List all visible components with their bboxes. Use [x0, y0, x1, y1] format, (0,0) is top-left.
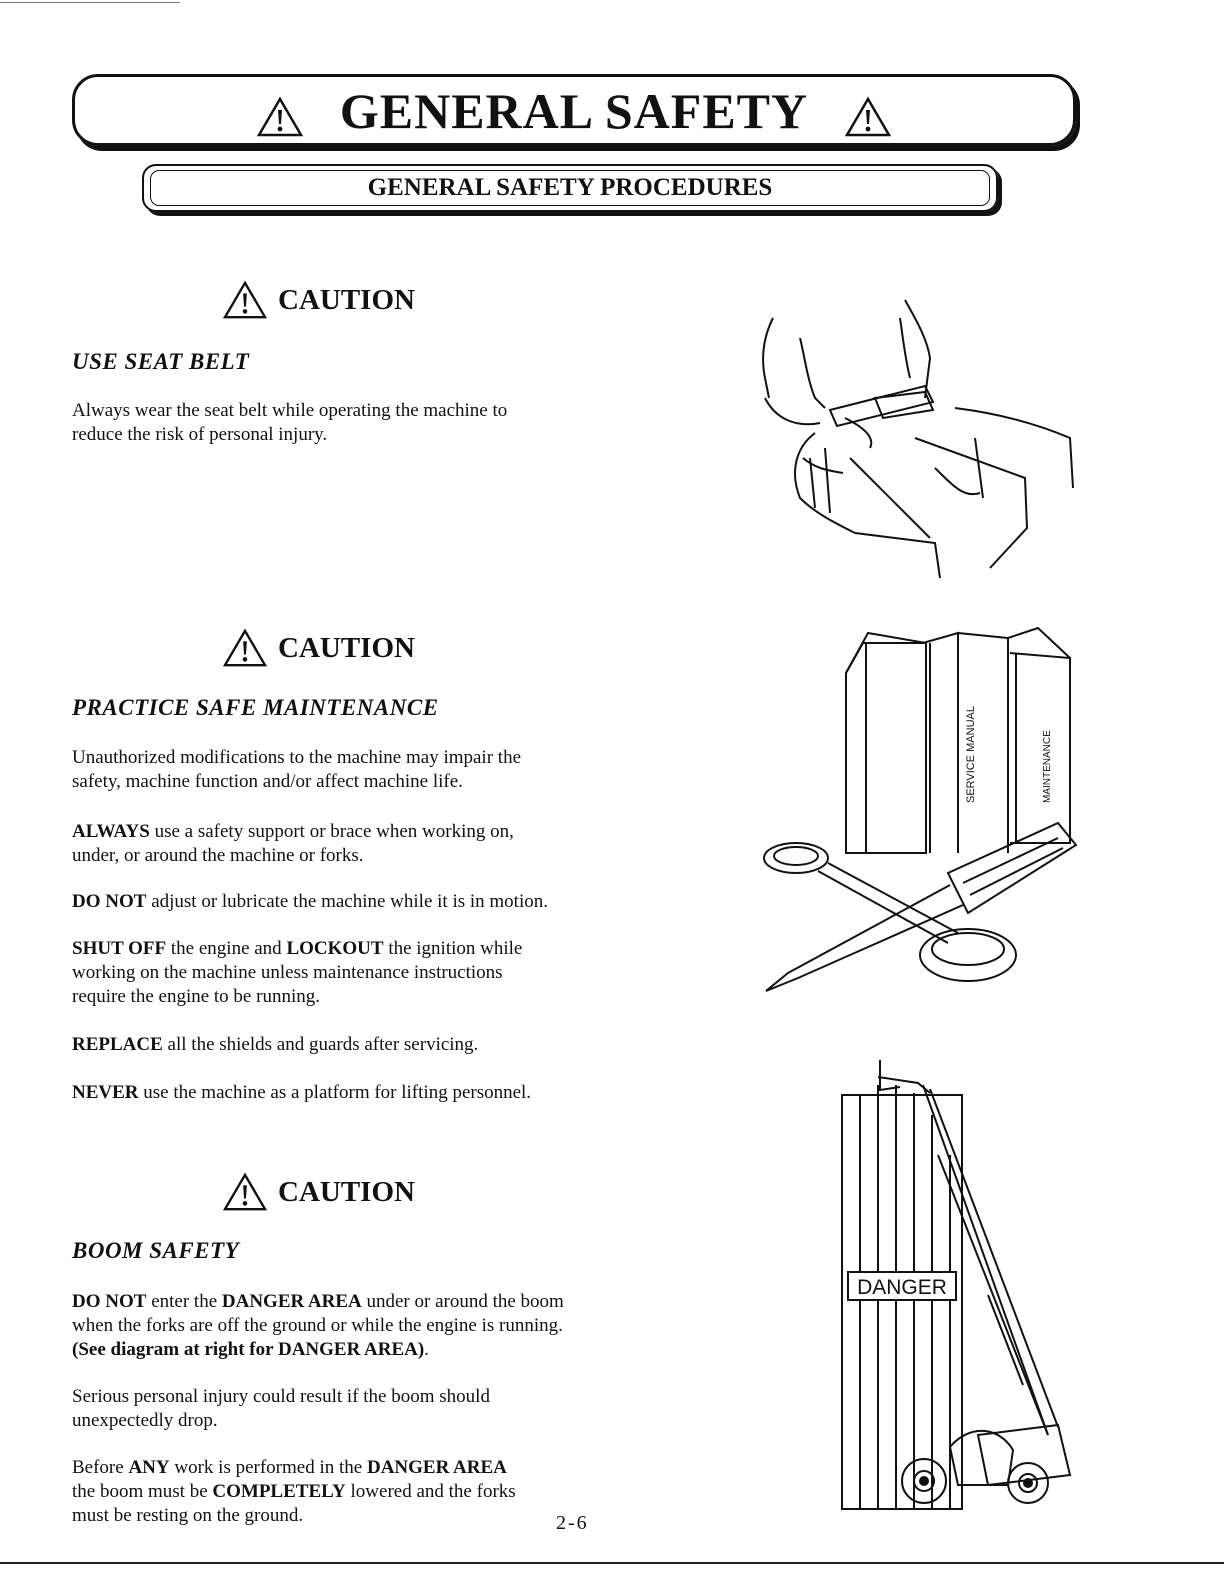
paragraph-text: lowered and the forks must be resting on the ground. [72, 1481, 516, 1526]
paragraph-text: Before [72, 1457, 129, 1478]
paragraph [72, 1033, 592, 1057]
warning-triangle-icon [222, 1172, 268, 1212]
paragraph-text: adjust or lubricate the machine while it is in motion. [146, 891, 548, 912]
paragraph-text: enter the [146, 1291, 222, 1312]
paragraph-emphasis: (See diagram at right for DANGER AREA) [72, 1339, 425, 1360]
paragraph [72, 746, 552, 794]
page-title [75, 83, 1073, 139]
paragraph-emphasis: NEVER [72, 1082, 139, 1103]
caution-text: CAUTION [278, 1176, 415, 1208]
warning-triangle-icon [222, 628, 268, 668]
paragraph-emphasis: ANY [128, 1457, 170, 1478]
caution-label [222, 280, 415, 320]
seat-belt-illustration [755, 298, 1085, 588]
paragraph-text: use a safety support or brace when working on, under, or around the machine or forks. [72, 821, 514, 866]
paragraph [72, 937, 542, 1009]
paragraph-emphasis: DO NOT [72, 1291, 147, 1312]
section-heading: PRACTICE SAFE MAINTENANCE [72, 695, 439, 720]
warning-triangle-icon [256, 96, 304, 138]
top-rule [0, 2, 180, 3]
paragraph [72, 890, 592, 914]
boom-danger-area-illustration [838, 1055, 1078, 1511]
caution-label [222, 628, 415, 668]
paragraph-text: use the machine as a platform for lifting personnel. [138, 1082, 532, 1103]
paragraph-emphasis: DANGER AREA [221, 1291, 362, 1312]
paragraph-text: work is performed in the [169, 1457, 367, 1478]
paragraph-text: Unauthorized modifications to the machine may impair the safety, machine function and/or affect machine life. [72, 747, 522, 792]
paragraph-text: all the shields and guards after servicing. [162, 1034, 479, 1055]
danger-sign-text: DANGER [857, 1276, 947, 1299]
page-title-banner [72, 74, 1076, 146]
paragraph-emphasis: SHUT OFF [72, 938, 167, 959]
paragraph [72, 1456, 532, 1528]
page-title-text: GENERAL SAFETY [339, 83, 809, 139]
caution-text: CAUTION [278, 632, 415, 664]
paragraph-emphasis: ALWAYS [72, 821, 150, 842]
section-heading: USE SEAT BELT [72, 349, 250, 374]
warning-triangle-icon [844, 96, 892, 138]
paragraph-text: . [424, 1339, 429, 1360]
paragraph [72, 1081, 592, 1105]
paragraph-text: the boom must be [72, 1481, 213, 1502]
paragraph [72, 820, 542, 868]
paragraph-emphasis: DANGER AREA [366, 1457, 507, 1478]
warning-triangle-icon [222, 280, 268, 320]
section-title-banner [142, 164, 998, 212]
bottom-rule [0, 1562, 1224, 1564]
paragraph-emphasis: REPLACE [72, 1034, 163, 1055]
section-heading: BOOM SAFETY [72, 1238, 240, 1263]
page-number: 2-6 [556, 1512, 589, 1534]
caution-text: CAUTION [278, 284, 415, 316]
paragraph-text: Always wear the seat belt while operating the machine to reduce the risk of personal injury. [72, 400, 508, 445]
book-spine-label: MAINTENANCE [1042, 730, 1053, 803]
book-spine-label: SERVICE MANUAL [965, 706, 977, 803]
paragraph-text: under or around the boom when the forks are off the ground or while the engine is running. [72, 1291, 564, 1336]
paragraph-text: the engine and [166, 938, 287, 959]
manuals-and-tools-illustration [758, 623, 1088, 1001]
paragraph-emphasis: LOCKOUT [286, 938, 384, 959]
caution-label [222, 1172, 415, 1212]
paragraph [72, 1290, 602, 1362]
section-title: GENERAL SAFETY PROCEDURES [367, 174, 773, 201]
paragraph [72, 1385, 532, 1433]
paragraph-text: the ignition while working on the machine unless maintenance instructions require the engine to be running. [72, 938, 523, 1007]
paragraph-emphasis: DO NOT [72, 891, 147, 912]
paragraph-emphasis: COMPLETELY [212, 1481, 346, 1502]
paragraph-text: Serious personal injury could result if the boom should unexpectedly drop. [72, 1386, 490, 1431]
paragraph [72, 399, 552, 447]
